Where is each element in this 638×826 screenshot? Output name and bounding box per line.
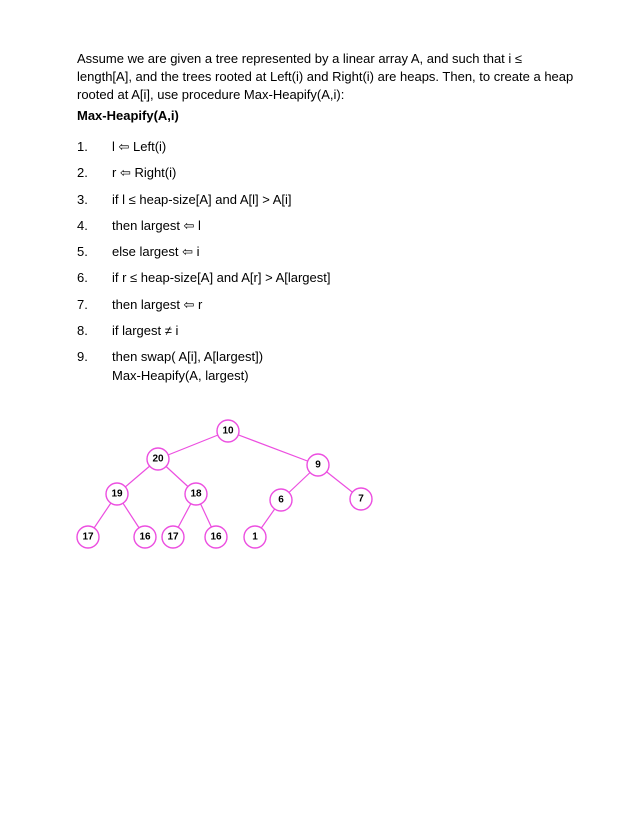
step-number: 5. [77, 244, 88, 260]
step-number: 6. [77, 270, 88, 286]
step-text: r ⇦ Right(i) [112, 165, 177, 181]
node-label: 17 [82, 531, 94, 543]
step-text: if largest ≠ i [112, 323, 179, 339]
tree-node-16-left [134, 526, 156, 548]
step-number: 1. [77, 139, 88, 154]
step-text: l ⇦ Left(i) [112, 139, 167, 154]
step-number: 3. [77, 191, 88, 207]
procedure-title: Max-Heapify(A,i) [77, 108, 179, 123]
tree-node-6 [270, 489, 292, 511]
tree-edge [228, 431, 318, 465]
tree-node-1 [244, 526, 266, 548]
tree-node-19 [106, 483, 128, 505]
step-number: 2. [77, 165, 88, 181]
node-label: 18 [190, 488, 202, 500]
node-label: 17 [167, 531, 179, 543]
step-text: then swap( A[i], A[largest]) [112, 349, 264, 365]
step-text: if l ≤ heap-size[A] and A[l] > A[i] [112, 191, 292, 207]
node-label: 9 [315, 459, 321, 471]
node-label: 19 [111, 488, 123, 500]
step-text: else largest ⇦ i [112, 244, 200, 260]
node-label: 16 [210, 531, 222, 543]
step-number: 9. [77, 349, 88, 365]
tree-node-20 [147, 448, 169, 470]
node-label: 20 [152, 453, 164, 465]
tree-edges [88, 431, 361, 537]
tree-node-18 [185, 483, 207, 505]
step-number: 4. [77, 217, 88, 233]
tree-node-16-right [205, 526, 227, 548]
tree-node-10 [217, 420, 239, 442]
step-number: 8. [77, 323, 88, 339]
tree-node-17-left [77, 526, 99, 548]
node-label: 7 [358, 493, 364, 505]
intro-paragraph: Assume we are given a tree represented by a linear array A, and such that i ≤ length[A], and the trees rooted at Left(i) and Right(i) are heaps. Then, to create a heap rooted at A[i], use procedure Max-Heapify(A,i): [77, 51, 574, 102]
step-9-continuation: Max-Heapify(A, largest) [112, 368, 249, 383]
node-label: 10 [222, 425, 234, 437]
tree-node-7 [350, 488, 372, 510]
tree-node-17-right [162, 526, 184, 548]
tree-node-9 [307, 454, 329, 476]
step-text: then largest ⇦ r [112, 296, 203, 312]
node-label: 16 [139, 531, 151, 543]
step-number: 7. [77, 296, 88, 312]
node-label: 1 [252, 531, 258, 543]
node-label: 6 [278, 494, 284, 506]
step-text: if r ≤ heap-size[A] and A[r] > A[largest] [112, 270, 331, 286]
step-text: then largest ⇦ l [112, 217, 201, 233]
